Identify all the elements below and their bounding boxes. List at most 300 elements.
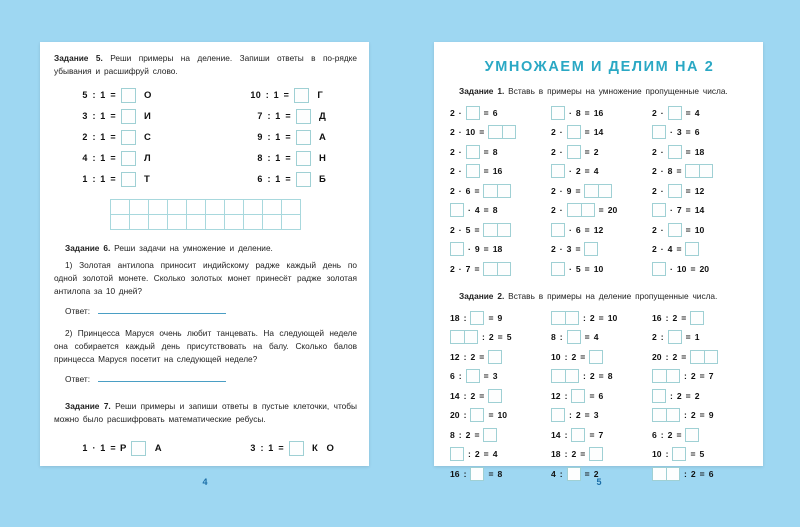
decode-grid-cell[interactable] xyxy=(130,215,149,230)
equals: = xyxy=(580,351,586,362)
operator: · xyxy=(559,185,563,196)
answer-box-double[interactable] xyxy=(690,350,718,364)
operator: : xyxy=(660,332,664,343)
equals: = xyxy=(110,174,116,185)
answer-box-double[interactable] xyxy=(488,125,516,139)
operand: 8 xyxy=(450,429,455,440)
answer-label: Ответ: xyxy=(65,374,91,385)
operand: 8 xyxy=(497,468,503,479)
expression-row xyxy=(448,142,549,162)
task7-heading xyxy=(54,400,357,426)
equals: = xyxy=(474,185,480,196)
operand: 18 xyxy=(551,449,561,460)
operator: : xyxy=(665,351,669,362)
answer-box[interactable] xyxy=(470,408,484,422)
operand: 6 xyxy=(652,429,657,440)
operand: 2 xyxy=(652,185,657,196)
operand: 4 xyxy=(551,468,556,479)
expression-row xyxy=(549,328,650,348)
answer-box[interactable] xyxy=(551,223,565,237)
expression-row xyxy=(650,445,751,465)
operand: 2 xyxy=(450,127,455,138)
operator: : xyxy=(660,429,664,440)
operand: 12 xyxy=(593,224,604,235)
operator: : xyxy=(684,468,687,479)
operator: · xyxy=(660,224,664,235)
task7-rebus-row xyxy=(54,438,357,459)
expression-row xyxy=(650,220,751,240)
answer-box-double[interactable] xyxy=(483,262,511,276)
task5-column-2 xyxy=(248,85,326,190)
answer-box-double[interactable] xyxy=(652,408,680,422)
expression-row xyxy=(549,103,650,123)
rebus-row xyxy=(80,438,248,459)
expression-row xyxy=(549,386,650,406)
equals: = xyxy=(479,127,485,138)
answer-box[interactable] xyxy=(470,311,484,325)
operand: 20 xyxy=(450,410,460,421)
equals: = xyxy=(483,107,489,118)
expression-row xyxy=(448,103,549,123)
answer-box-double[interactable] xyxy=(551,311,579,325)
expression-row xyxy=(448,347,549,367)
decode-grid-cell[interactable] xyxy=(149,200,168,215)
operator: · xyxy=(559,205,563,216)
operand: 14 xyxy=(450,390,460,401)
answer-box[interactable] xyxy=(466,106,480,120)
operator: : xyxy=(482,332,485,343)
equals: = xyxy=(575,244,581,255)
decode-grid-cell[interactable] xyxy=(149,215,168,230)
answer-box[interactable] xyxy=(296,109,311,124)
equals: = xyxy=(285,132,291,143)
equals: = xyxy=(589,429,595,440)
expression-row xyxy=(448,367,549,387)
expression-row xyxy=(650,200,751,220)
task5-row xyxy=(248,85,326,106)
decode-grid-cell[interactable] xyxy=(187,215,206,230)
operand: 2 xyxy=(488,332,494,343)
expression-row xyxy=(448,220,549,240)
equals: = xyxy=(685,224,691,235)
operand: 9 xyxy=(497,312,503,323)
operator: : xyxy=(583,371,586,382)
task7-rebus-2 xyxy=(248,438,337,459)
answer-box[interactable] xyxy=(470,467,484,481)
answer-box[interactable] xyxy=(551,408,565,422)
operator: · xyxy=(660,185,664,196)
operand: 2 xyxy=(450,146,455,157)
operator: : xyxy=(463,468,467,479)
answer-box[interactable] xyxy=(296,130,311,145)
answer-box[interactable] xyxy=(652,262,666,276)
answer-box-double[interactable] xyxy=(567,203,595,217)
answer-box[interactable] xyxy=(488,389,502,403)
answer-box-double[interactable] xyxy=(483,184,511,198)
task6-problem-1: 1) Золотая антилопа приносит индийскому радже каждый день по одной золотой монете. Сколько золотых монет принесёт радже золотая антилопа за 10 дней? xyxy=(54,259,357,296)
decode-grid-cell[interactable] xyxy=(130,200,149,215)
operand: 20 xyxy=(699,263,710,274)
operator: · xyxy=(92,443,96,454)
operand: 2 xyxy=(589,312,595,323)
operand: 7 xyxy=(676,205,682,216)
task6-label: Задание 6. xyxy=(65,242,111,253)
operand: 1 xyxy=(694,332,700,343)
answer-box[interactable] xyxy=(121,151,136,166)
expression-row xyxy=(448,328,549,348)
operand: 6 xyxy=(575,224,581,235)
equals: = xyxy=(483,371,489,382)
left-page xyxy=(40,42,369,466)
decode-grid[interactable] xyxy=(110,199,301,230)
left-page-number: 4 xyxy=(202,477,208,487)
decode-grid-cell[interactable] xyxy=(263,215,282,230)
operand-a: 1 xyxy=(82,443,88,454)
equals: = xyxy=(685,185,691,196)
operator: : xyxy=(92,111,96,122)
operand: 6 xyxy=(694,127,700,138)
operator: · xyxy=(559,146,563,157)
expression-row xyxy=(549,200,650,220)
answer-box[interactable] xyxy=(466,369,480,383)
answer-write-line[interactable] xyxy=(98,381,226,382)
task6-answer-row-2 xyxy=(65,374,357,384)
equals: = xyxy=(580,449,586,460)
expression-row xyxy=(549,181,650,201)
operand-b: 1 xyxy=(275,174,281,185)
answer-box[interactable] xyxy=(567,145,581,159)
answer-box[interactable] xyxy=(567,330,581,344)
operator: · xyxy=(670,263,673,274)
operand: 2 xyxy=(667,429,673,440)
operand: 9 xyxy=(566,185,572,196)
answer-box[interactable] xyxy=(685,428,699,442)
operator: : xyxy=(267,153,271,164)
answer-box[interactable] xyxy=(551,164,565,178)
answer-box[interactable] xyxy=(466,164,480,178)
operator: : xyxy=(564,390,568,401)
decode-grid-cell[interactable] xyxy=(168,200,187,215)
task5-label: Задание 5. xyxy=(54,53,103,63)
equals: = xyxy=(685,390,691,401)
equals: = xyxy=(479,351,485,362)
operator: : xyxy=(463,312,467,323)
decode-grid-wrapper xyxy=(54,199,357,230)
task5-column-1 xyxy=(54,85,248,190)
code-letter: А xyxy=(319,131,326,143)
operand: 7 xyxy=(598,429,604,440)
answer-box[interactable] xyxy=(450,242,464,256)
decode-grid-cell[interactable] xyxy=(206,200,225,215)
answer-box[interactable] xyxy=(668,145,682,159)
operand: 20 xyxy=(652,351,662,362)
equals: = xyxy=(685,332,691,343)
operand: 16 xyxy=(450,468,460,479)
operator: : xyxy=(569,410,572,421)
right-page-number: 5 xyxy=(596,477,602,487)
operator: : xyxy=(463,351,467,362)
expression-row xyxy=(549,308,650,328)
decode-grid-cell[interactable] xyxy=(206,215,225,230)
operand: 10 xyxy=(607,312,618,323)
operator: · xyxy=(569,166,572,177)
task5-heading xyxy=(54,52,357,78)
decode-grid-cell[interactable] xyxy=(168,215,187,230)
answer-box[interactable] xyxy=(289,441,304,456)
expression-row xyxy=(549,122,650,142)
code-letter: И xyxy=(144,110,151,122)
answer-box[interactable] xyxy=(571,389,585,403)
operator: : xyxy=(458,429,462,440)
answer-box[interactable] xyxy=(668,330,682,344)
expression-row xyxy=(549,367,650,387)
operand: 2 xyxy=(694,390,700,401)
answer-box[interactable] xyxy=(294,88,309,103)
equals: = xyxy=(474,429,480,440)
expression-row xyxy=(549,220,650,240)
rebus-row xyxy=(248,438,337,459)
operator: · xyxy=(569,107,572,118)
answer-box[interactable] xyxy=(589,350,603,364)
operand: 6 xyxy=(465,185,471,196)
answer-box[interactable] xyxy=(450,447,464,461)
operator: · xyxy=(569,224,572,235)
operator: · xyxy=(559,127,563,138)
operand: 18 xyxy=(450,312,460,323)
operand-b: 1 xyxy=(100,153,106,164)
expression-row xyxy=(549,161,650,181)
equals: = xyxy=(676,244,682,255)
equals: = xyxy=(584,146,590,157)
operand: 16 xyxy=(492,166,503,177)
answer-write-line[interactable] xyxy=(98,313,226,314)
code-letter: С xyxy=(144,131,151,143)
operand: 10 xyxy=(694,224,705,235)
decode-grid-cell[interactable] xyxy=(244,200,263,215)
operand: 2 xyxy=(465,429,471,440)
decode-grid-cell[interactable] xyxy=(244,215,263,230)
expression-row xyxy=(650,425,751,445)
equals: = xyxy=(483,146,489,157)
answer-box[interactable] xyxy=(483,428,497,442)
operand: 3 xyxy=(593,410,599,421)
decode-grid-cell[interactable] xyxy=(225,200,244,215)
expression-row xyxy=(650,308,751,328)
answer-box[interactable] xyxy=(567,125,581,139)
code-letter: Т xyxy=(144,173,150,185)
operand: 2 xyxy=(551,205,556,216)
operator: · xyxy=(670,205,673,216)
operand: 3 xyxy=(492,371,498,382)
answer-box[interactable] xyxy=(571,428,585,442)
task6-text: Реши задачи на умножение и деление. xyxy=(114,242,273,253)
equals: = xyxy=(488,468,494,479)
operand: 2 xyxy=(474,449,480,460)
equals: = xyxy=(584,410,590,421)
operand: 6 xyxy=(492,107,498,118)
answer-box[interactable] xyxy=(652,125,666,139)
operator: : xyxy=(267,111,271,122)
decode-grid-cell[interactable] xyxy=(187,200,206,215)
operator: : xyxy=(665,449,669,460)
answer-box-double[interactable] xyxy=(450,330,478,344)
task6-answer-row-1 xyxy=(65,306,357,316)
answer-box[interactable] xyxy=(131,441,146,456)
operand: 10 xyxy=(551,351,561,362)
answer-box[interactable] xyxy=(296,172,311,187)
equals: = xyxy=(584,224,590,235)
equals: = xyxy=(110,443,116,454)
equals: = xyxy=(685,127,691,138)
task5-row xyxy=(80,106,248,127)
expression-row xyxy=(448,200,549,220)
expression-row xyxy=(650,328,751,348)
operator: : xyxy=(468,449,471,460)
task5-row xyxy=(80,85,248,106)
operator: : xyxy=(267,132,271,143)
operand-a: 9 xyxy=(257,132,263,143)
task5-row xyxy=(248,148,326,169)
answer-box[interactable] xyxy=(652,389,666,403)
task7-rebus-1 xyxy=(54,438,248,459)
operator: · xyxy=(458,185,462,196)
decode-grid-cell[interactable] xyxy=(282,200,301,215)
operand: 16 xyxy=(593,107,604,118)
operand: 2 xyxy=(690,410,696,421)
expression-row xyxy=(448,161,549,181)
operand: 2 xyxy=(593,468,599,479)
operator: : xyxy=(92,90,96,101)
expression-row xyxy=(549,259,650,279)
task7-label: Задание 7. xyxy=(65,401,111,412)
equals: = xyxy=(474,224,480,235)
answer-box[interactable] xyxy=(450,203,464,217)
operand-b: 1 xyxy=(273,90,279,101)
task5-row xyxy=(80,169,248,190)
operand: 10 xyxy=(593,263,604,274)
answer-box[interactable] xyxy=(672,447,686,461)
task5-text: Реши примеры на деление. Запиши ответы в по-рядке убывания и расшифруй слово. xyxy=(54,53,358,76)
task1-label: Задание 1. xyxy=(459,86,505,96)
equals: = xyxy=(690,449,696,460)
operand: 5 xyxy=(575,263,581,274)
equals: = xyxy=(479,390,485,401)
operand: 9 xyxy=(708,410,714,421)
answer-box[interactable] xyxy=(690,311,704,325)
operator: : xyxy=(92,174,96,185)
operand: 6 xyxy=(708,468,714,479)
equals: = xyxy=(474,263,480,274)
operand: 2 xyxy=(652,332,657,343)
answer-box[interactable] xyxy=(488,350,502,364)
equals: = xyxy=(598,312,604,323)
operand: 2 xyxy=(470,390,476,401)
expression-row xyxy=(650,122,751,142)
answer-box[interactable] xyxy=(121,172,136,187)
equals: = xyxy=(110,153,116,164)
code-letter: Б xyxy=(319,173,326,185)
operand: 2 xyxy=(450,185,455,196)
operator: : xyxy=(267,174,271,185)
task1-column-3 xyxy=(650,103,751,279)
task6-heading xyxy=(54,242,357,255)
operand: 2 xyxy=(450,263,455,274)
decode-grid-cell[interactable] xyxy=(263,200,282,215)
answer-box[interactable] xyxy=(589,447,603,461)
equals: = xyxy=(285,153,291,164)
answer-box-double[interactable] xyxy=(652,369,680,383)
answer-box[interactable] xyxy=(466,145,480,159)
decode-grid-cell[interactable] xyxy=(111,200,130,215)
task7-text: Реши примеры и запиши ответы в пустые клеточки, чтобы можно было расшифровать математические ребусы. xyxy=(54,401,357,424)
equals: = xyxy=(483,449,489,460)
operand-b: 1 xyxy=(268,443,274,454)
answer-box[interactable] xyxy=(551,106,565,120)
operand: 4 xyxy=(492,449,498,460)
operand: 2 xyxy=(450,107,455,118)
decode-grid-cell[interactable] xyxy=(111,215,130,230)
answer-box[interactable] xyxy=(668,106,682,120)
equals: = xyxy=(584,263,590,274)
answer-box-double[interactable] xyxy=(685,164,713,178)
operand: 2 xyxy=(690,468,696,479)
answer-box[interactable] xyxy=(551,262,565,276)
answer-box-double[interactable] xyxy=(652,467,680,481)
operand-b: 1 xyxy=(100,90,106,101)
operand: 14 xyxy=(694,205,705,216)
operator: : xyxy=(463,410,467,421)
operator: · xyxy=(468,244,471,255)
operator: : xyxy=(92,132,96,143)
expression-row xyxy=(448,239,549,259)
operator: · xyxy=(458,127,462,138)
operand: 12 xyxy=(694,185,705,196)
operator: : xyxy=(458,371,462,382)
answer-box-double[interactable] xyxy=(483,223,511,237)
equals: = xyxy=(584,127,590,138)
task5-columns xyxy=(54,85,357,190)
equals: = xyxy=(278,443,284,454)
task1-columns xyxy=(448,103,751,279)
operand: 8 xyxy=(667,166,673,177)
expression-row xyxy=(448,308,549,328)
equals: = xyxy=(488,312,494,323)
decode-grid-cell[interactable] xyxy=(282,215,301,230)
answer-box[interactable] xyxy=(685,242,699,256)
equals: = xyxy=(584,107,590,118)
operand-a: 10 xyxy=(250,90,262,101)
answer-box[interactable] xyxy=(584,242,598,256)
task2-columns xyxy=(448,308,751,484)
answer-box[interactable] xyxy=(668,223,682,237)
decode-grid-cell[interactable] xyxy=(225,215,244,230)
task2-label: Задание 2. xyxy=(459,291,505,302)
answer-box[interactable] xyxy=(296,151,311,166)
answer-box-double[interactable] xyxy=(584,184,612,198)
rebus-suffix-letter: К О xyxy=(312,442,337,454)
answer-box[interactable] xyxy=(121,109,136,124)
operand-b: 1 xyxy=(275,132,281,143)
answer-box-double[interactable] xyxy=(551,369,579,383)
answer-box[interactable] xyxy=(121,88,136,103)
answer-box[interactable] xyxy=(121,130,136,145)
equals: = xyxy=(699,371,705,382)
answer-box[interactable] xyxy=(652,203,666,217)
operand: 16 xyxy=(652,312,662,323)
equals: = xyxy=(685,205,691,216)
operand: 2 xyxy=(551,185,556,196)
answer-box[interactable] xyxy=(668,184,682,198)
